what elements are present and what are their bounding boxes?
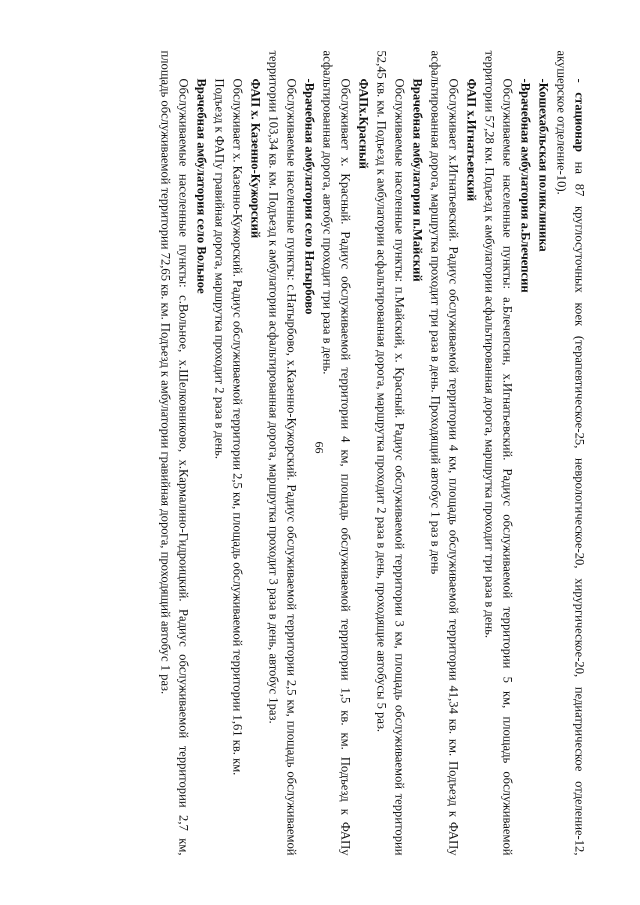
page-number: 66	[312, 441, 327, 454]
paragraph-maysky: Обслуживаемые населенные пункты: п.Майский, х. Красный. Радиус обслуживаемой территории 3 км, площадь обслуживаемой территории 52,45 кв. км. Подъезд к амбулатории асфальтированная дорога, маршрутка проходит 2 раза в день, проходящие автобусы 5 раз.	[374, 50, 407, 856]
paragraph-blechepsin: Обслуживаемые населенные пункты: а.Блечепсин, х.Игнатьевский. Радиус обслуживаемой территории 5 км, площадь обслуживаемой территории 57,28 км. Подъезд к амбулатории асфальтированная дорога, маршрутка проходит три раза в день.	[482, 50, 515, 856]
heading-koshehabl-polyclinic: -Кошехабльская поликлиника	[536, 78, 551, 252]
heading-maysky: Врачебная амбулатория п.Майский	[410, 78, 425, 282]
paragraph-kazenno-road: Подъезд к ФАПу гравийная дорога, маршрутка проходит 2 раза в день.	[212, 78, 227, 460]
heading-krasny: ФАПх.Красный	[356, 78, 371, 169]
paragraph-krasny: Обслуживает х. Красный. Радиус обслуживаемой территории 4 км, площадь обслуживаемой территории 1,5 кв. км. Подъезд к ФАПу асфальтированная дорога, автобус проходит три раза в день.	[320, 50, 353, 856]
paragraph-natyrbovo: Обслуживаемые населенные пункты: с.Натырбово, х.Казенно-Кужорский. Радиус обслуживаемой территории 2,5 км, площадь обслуживаемой территории 103,34 кв. км. Подъезд к амбулатории асфальтированная дорога, маршрутка проходит 3 раза в день, автобус 1раз.	[266, 50, 299, 856]
heading-natyrbovo: -Врачебная амбулатория село Натырбово	[302, 78, 317, 315]
heading-volnoe: Врачебная амбулатория село Вольное	[194, 78, 209, 294]
heading-ignatievsky: ФАП х.Игнатьевский	[464, 78, 479, 202]
inpatient-text: на 87 круглосуточных коек (терапевтическое-25, неврологическое-20, хирургическое-20, педиатрическое отделение-12, акушерское отделение-10).	[554, 50, 587, 856]
heading-kazenno-kuzhorsky: ФАП х. Казенно-Кужорский	[248, 78, 263, 239]
document-body	[69, 51, 589, 856]
inpatient-label: стационар	[572, 92, 587, 152]
paragraph-ignatievsky: Обслуживает х.Игнатьевский. Радиус обслуживаемой территории 4 км, площадь обслуживаемой территории 41,34 кв. км. Подъезд к ФАПу асфальтированная дорога, маршрутка проходит три раза в день. Проходящий автобус 1 раз в день	[428, 50, 461, 856]
paragraph-inpatient: - стационар на 87 круглосуточных коек (терапевтическое-25, неврологическое-20, хирургическое-20, педиатрическое отделение-12, акушерское отделение-10).	[554, 50, 587, 856]
paragraph-volnoe: Обслуживаемые населенные пункты: с.Вольное, х.Шелковниково, х.Кармалино-Гидроицкий. Радиус обслуживаемой территории 2,7 км, площадь обслуживаемой территории 72,65 кв. км. Подъезд к амбулатории гравийная дорога, проходящий автобус 1 раз.	[158, 50, 191, 856]
heading-blechepsin: -Врачебная амбулатория а.Блечепсин	[518, 78, 533, 293]
paragraph-kazenno-kuzhorsky: Обслуживает х. Казенно-Кужорский. Радиус обслуживаемой территории 2,5 км, площадь обслуживаемой территории 1,61 кв. км.	[230, 78, 245, 776]
